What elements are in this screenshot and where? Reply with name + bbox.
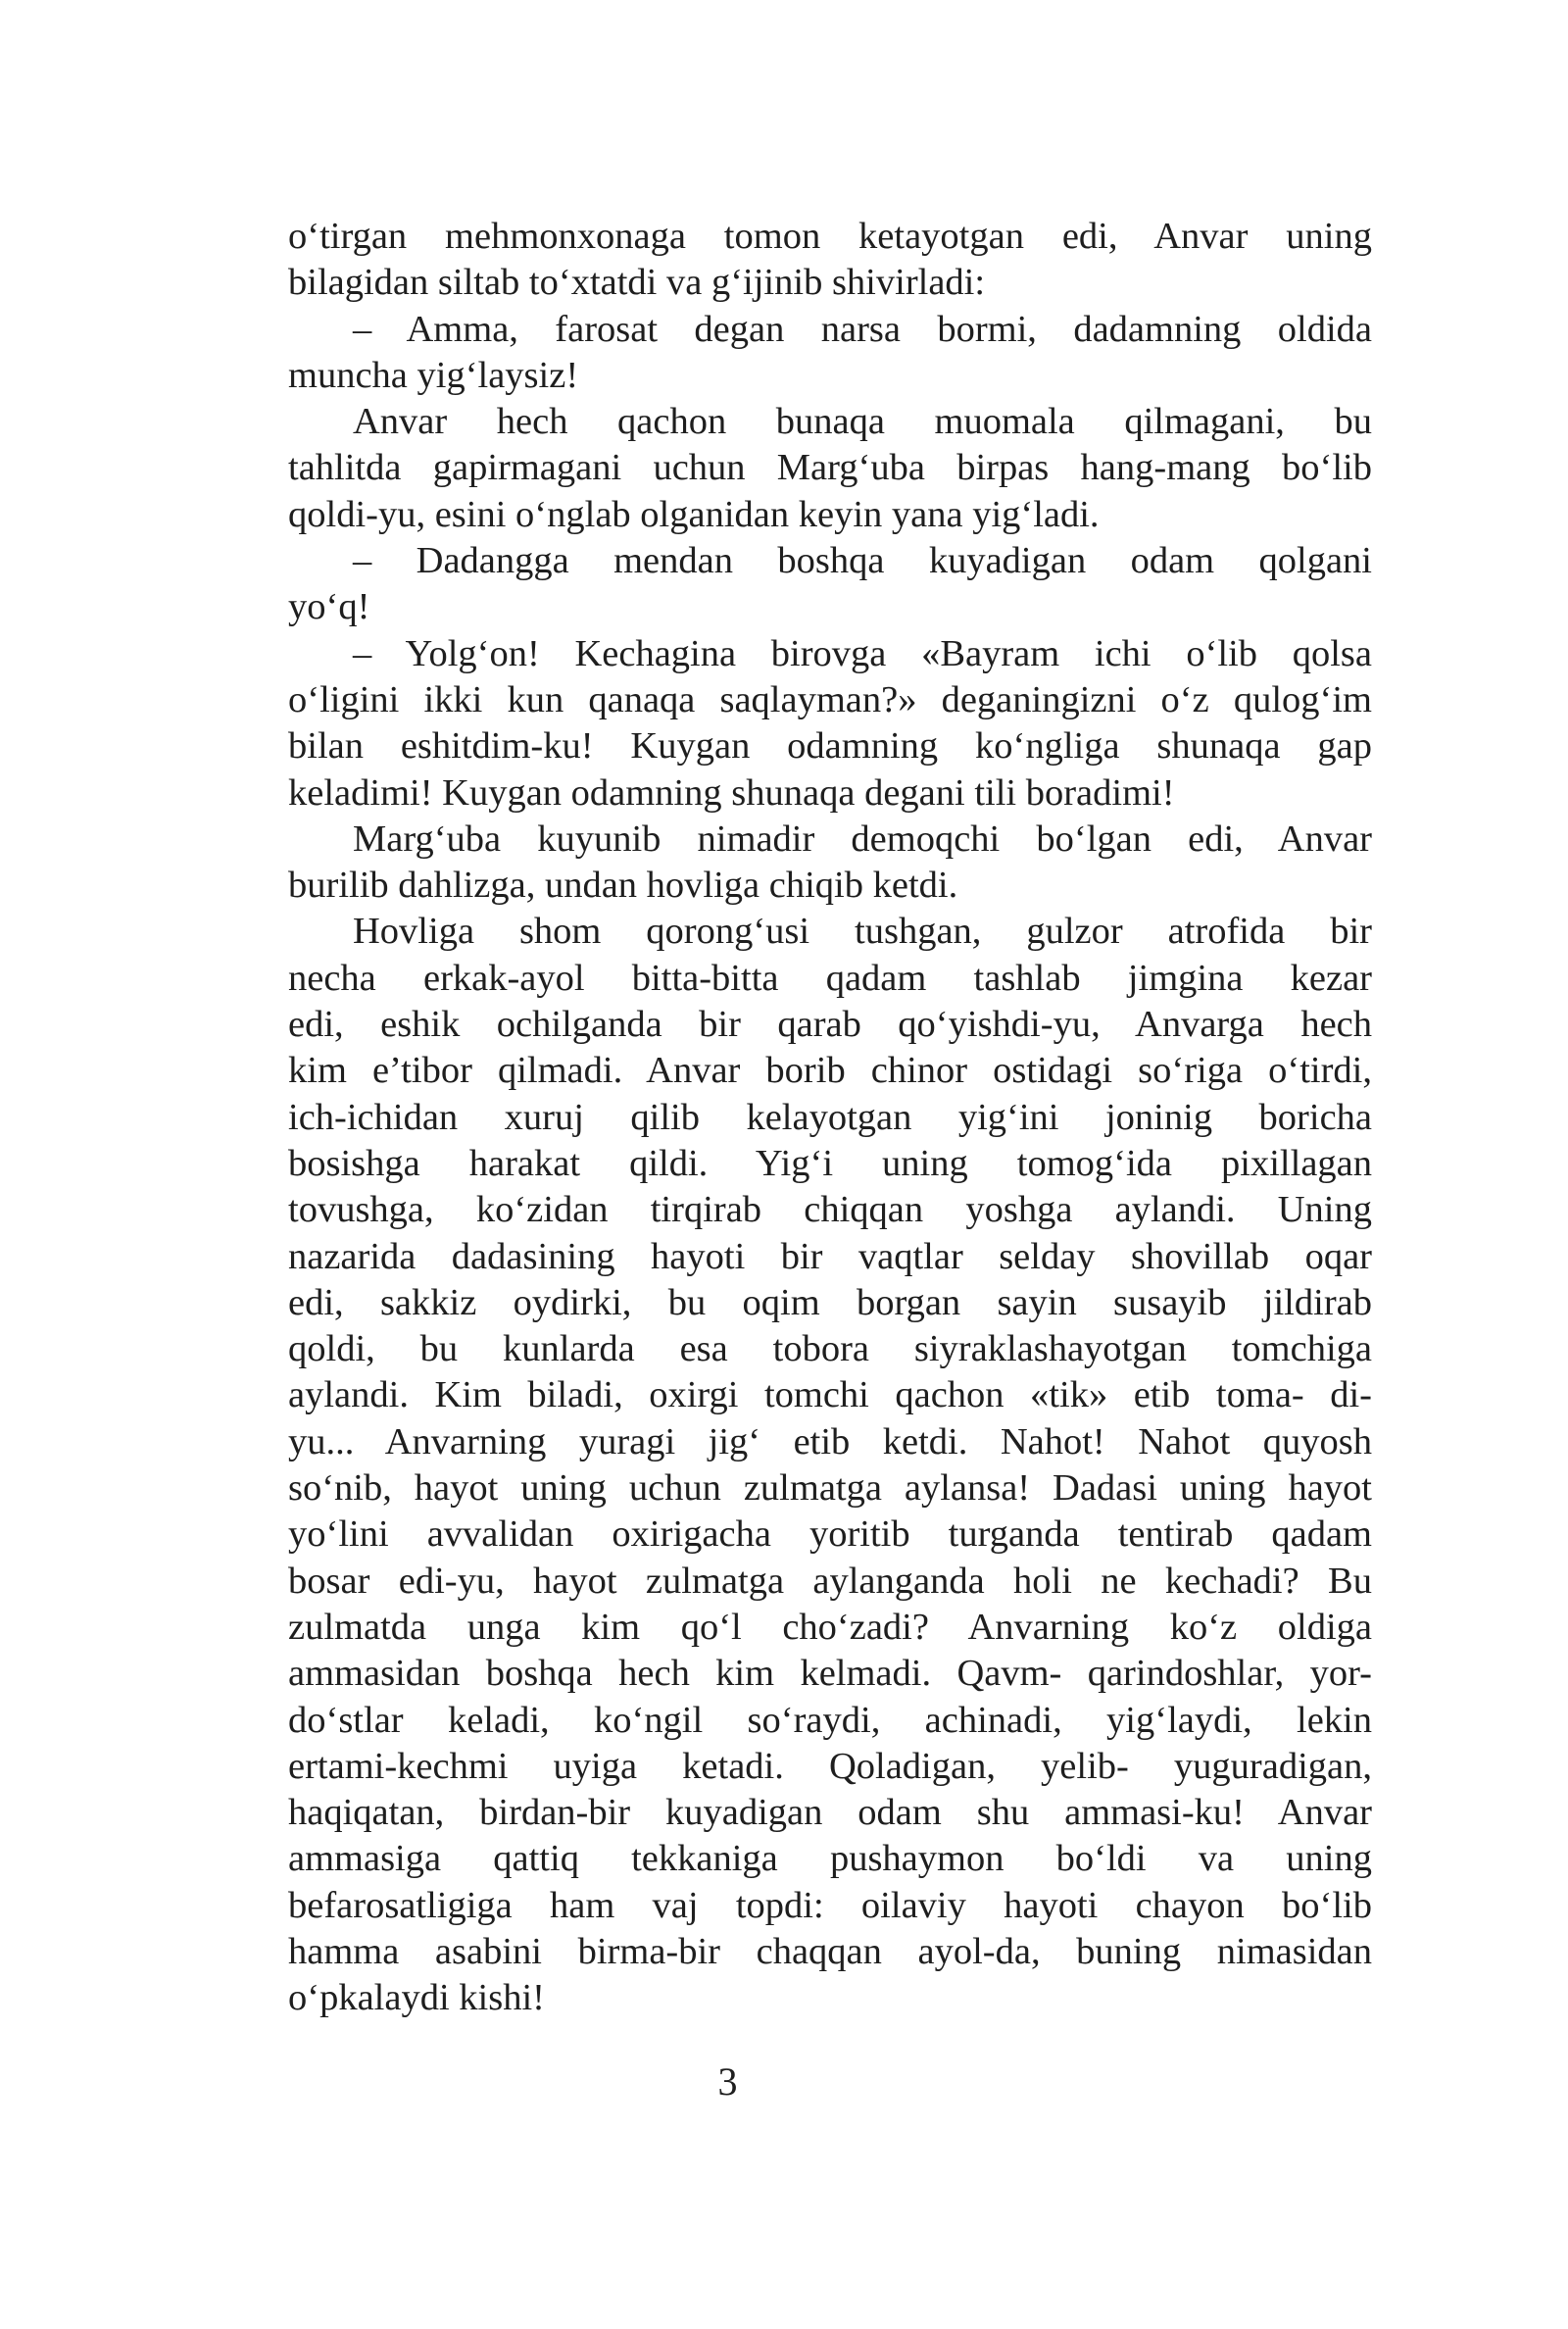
text-line: yo‘q!	[288, 586, 370, 628]
text-line: o‘ligini ikki kun qanaqa saqlayman?» deganingizni o‘z qulog‘im	[288, 678, 1372, 720]
text-line: bosar edi-yu, hayot zulmatga aylanganda holi ne kechadi? Bu	[288, 1560, 1372, 1602]
text-line: – Yolg‘on! Kechagina birovga «Bayram ichi o‘lib qolsa	[353, 632, 1372, 674]
text-line: aylandi. Kim biladi, oxirgi tomchi qachon «tik» etib toma- di-	[288, 1374, 1372, 1416]
text-line: nazarida dadasining hayoti bir vaqtlar selday shovillab oqar	[288, 1235, 1372, 1277]
text-line: qoldi-yu, esini o‘nglab olganidan keyin yana yig‘ladi.	[288, 493, 1100, 535]
text-line: keladimi! Kuygan odamning shunaqa degani tili boradimi!	[288, 771, 1175, 814]
page-number: 3	[717, 2059, 738, 2104]
text-line: bilan eshitdim-ku! Kuygan odamning ko‘ngliga shunaqa gap	[288, 725, 1372, 768]
text-line: yo‘lini avvalidan oxirigacha yoritib turganda tentirab qadam	[288, 1513, 1372, 1556]
text-line: so‘nib, hayot uning uchun zulmatga aylansa! Dadasi uning hayot	[288, 1467, 1372, 1510]
text-line: ammasidan boshqa hech kim kelmadi. Qavm- qarindoshlar, yor-	[288, 1653, 1372, 1695]
text-line: bosishga harakat qildi. Yig‘i uning tomog‘ida pixillagan	[288, 1142, 1372, 1184]
text-line: muncha yig‘laysiz!	[288, 354, 579, 396]
text-line: burilib dahlizga, undan hovliga chiqib ketdi.	[288, 865, 958, 907]
text-line: tovushga, ko‘zidan tirqirab chiqqan yoshga aylandi. Uning	[288, 1189, 1372, 1231]
text-line: necha erkak-ayol bitta-bitta qadam tashlab jimgina kezar	[288, 957, 1372, 999]
text-line: – Dadangga mendan boshqa kuyadigan odam qolgani	[353, 540, 1372, 582]
text-line: kim e’tibor qilmadi. Anvar borib chinor ostidagi so‘riga o‘tirdi,	[288, 1050, 1372, 1092]
text-line: yu... Anvarning yuragi jig‘ etib ketdi. Nahot! Nahot quyosh	[288, 1420, 1372, 1462]
text-line: o‘tirgan mehmonxonaga tomon ketayotgan edi, Anvar uning	[288, 216, 1372, 257]
text-line: Marg‘uba kuyunib nimadir demoqchi bo‘lgan edi, Anvar	[353, 818, 1372, 860]
text-line: hamma asabini birma-bir chaqqan ayol-da, buning nimasidan	[288, 1930, 1372, 1972]
text-line: qoldi, bu kunlarda esa tobora siyraklashayotgan tomchiga	[288, 1328, 1372, 1370]
text-line: ertami-kechmi uyiga ketadi. Qoladigan, yelib- yuguradigan,	[288, 1745, 1372, 1787]
text-line: ammasiga qattiq tekkaniga pushaymon bo‘ldi va uning	[288, 1838, 1372, 1880]
text-line: do‘stlar keladi, ko‘ngil so‘raydi, achinadi, yig‘laydi, lekin	[288, 1699, 1372, 1741]
text-line: Anvar hech qachon bunaqa muomala qilmagani, bu	[353, 401, 1372, 443]
text-line: edi, sakkiz oydirki, bu oqim borgan sayin susayib jildirab	[288, 1281, 1372, 1323]
body-text	[288, 214, 1372, 2022]
text-line: befarosatligiga ham vaj topdi: oilaviy hayoti chayon bo‘lib	[288, 1884, 1372, 1926]
text-line: – Amma, farosat degan narsa bormi, dadamning oldida	[353, 308, 1372, 350]
text-line: edi, eshik ochilganda bir qarab qo‘yishdi-yu, Anvarga hech	[288, 1004, 1372, 1046]
text-line: bilagidan siltab to‘xtatdi va g‘ijinib shivirladi:	[288, 262, 986, 304]
text-line: tahlitda gapirmagani uchun Marg‘uba birpas hang-mang bo‘lib	[288, 447, 1372, 489]
text-line: haqiqatan, birdan-bir kuyadigan odam shu ammasi-ku! Anvar	[288, 1792, 1372, 1834]
text-line: zulmatda unga kim qo‘l cho‘zadi? Anvarning ko‘z oldiga	[288, 1606, 1372, 1648]
text-line: Hovliga shom qorong‘usi tushgan, gulzor atrofida bir	[353, 911, 1372, 953]
text-line: o‘pkalaydi kishi!	[288, 1977, 545, 2019]
text-line: ich-ichidan xuruj qilib kelayotgan yig‘ini joninig boricha	[288, 1096, 1372, 1138]
